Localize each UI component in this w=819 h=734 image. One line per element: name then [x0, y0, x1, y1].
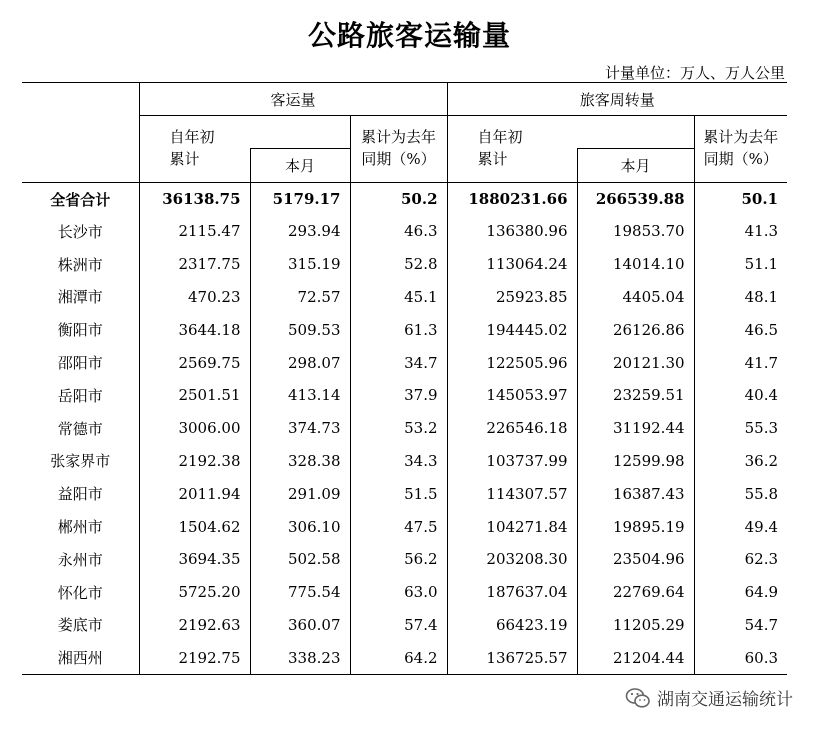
- cell-pt-yoy: 49.4: [694, 510, 787, 543]
- table-row: [22, 379, 787, 412]
- header-pv-spacer: [250, 116, 350, 149]
- city-name: 株洲市: [57, 255, 103, 274]
- wechat-icon: [625, 687, 651, 709]
- table-row: [22, 412, 787, 445]
- transport-table: [22, 82, 787, 675]
- header-passenger-turnover: 旅客周转量: [447, 83, 787, 116]
- cell-pt-ytd: 103737.99: [447, 445, 577, 478]
- cell-pv-yoy: 56.2: [350, 543, 447, 576]
- cell-pt-yoy: 40.4: [694, 379, 787, 412]
- cell-pv-month: 298.07: [250, 346, 350, 379]
- cell-pt-ytd: 136725.57: [447, 641, 577, 674]
- table-row: [22, 477, 787, 510]
- table-row: [22, 641, 787, 674]
- total-pv-ytd: 36138.75: [139, 183, 250, 216]
- cell-pv-yoy: 51.5: [350, 477, 447, 510]
- cell-pt-month: 23504.96: [577, 543, 694, 576]
- cell-pt-ytd: 113064.24: [447, 248, 577, 281]
- cell-pv-yoy: 52.8: [350, 248, 447, 281]
- cell-pt-ytd: 187637.04: [447, 576, 577, 609]
- city-name: 衡阳市: [57, 321, 103, 340]
- cell-pt-month: 23259.51: [577, 379, 694, 412]
- cell-pt-month: 14014.10: [577, 248, 694, 281]
- cell-pv-ytd: 3694.35: [139, 543, 250, 576]
- table-row: [22, 510, 787, 543]
- table-row: [22, 215, 787, 248]
- header-pt-month: 本月: [577, 149, 694, 183]
- cell-pv-ytd: 2192.75: [139, 641, 250, 674]
- cell-pt-month: 4405.04: [577, 281, 694, 314]
- header-pt-ytd-line2: 累计: [477, 150, 508, 168]
- cell-pt-ytd: 25923.85: [447, 281, 577, 314]
- table-row: [22, 248, 787, 281]
- city-name: 永州市: [57, 550, 103, 569]
- cell-pv-ytd: 2115.47: [139, 215, 250, 248]
- header-pt-ytd: [447, 116, 577, 183]
- cell-pv-month: 306.10: [250, 510, 350, 543]
- cell-pv-ytd: 2011.94: [139, 477, 250, 510]
- cell-pv-ytd: 1504.62: [139, 510, 250, 543]
- cell-pt-ytd: 66423.19: [447, 609, 577, 642]
- total-name: 全省合计: [50, 190, 111, 209]
- header-pt-ytd-line1: 自年初: [477, 128, 523, 146]
- city-name: 邵阳市: [57, 354, 103, 373]
- cell-pt-ytd: 194445.02: [447, 313, 577, 346]
- cell-pt-month: 22769.64: [577, 576, 694, 609]
- cell-pv-yoy: 46.3: [350, 215, 447, 248]
- cell-pt-month: 19853.70: [577, 215, 694, 248]
- header-pv-ytd: [139, 116, 250, 183]
- cell-pt-month: 11205.29: [577, 609, 694, 642]
- table-row: [22, 445, 787, 478]
- cell-pt-month: 20121.30: [577, 346, 694, 379]
- cell-pt-yoy: 48.1: [694, 281, 787, 314]
- city-name: 张家界市: [50, 452, 111, 471]
- cell-pt-ytd: 136380.96: [447, 215, 577, 248]
- cell-pt-month: 31192.44: [577, 412, 694, 445]
- cell-pt-yoy: 46.5: [694, 313, 787, 346]
- header-pt-yoy-line1: 累计为去年: [703, 128, 779, 146]
- cell-pv-ytd: 5725.20: [139, 576, 250, 609]
- cell-pv-yoy: 34.3: [350, 445, 447, 478]
- watermark: [625, 685, 793, 710]
- cell-pv-yoy: 63.0: [350, 576, 447, 609]
- total-pv-month: 5179.17: [250, 183, 350, 216]
- city-name: 岳阳市: [57, 386, 103, 405]
- header-pv-ytd-line2: 累计: [169, 150, 200, 168]
- header-pt-spacer: [577, 116, 694, 149]
- cell-pt-yoy: 64.9: [694, 576, 787, 609]
- header-pv-month: 本月: [250, 149, 350, 183]
- city-name: 湘西州: [57, 649, 103, 668]
- cell-pt-ytd: 122505.96: [447, 346, 577, 379]
- total-pt-month: 266539.88: [577, 183, 694, 216]
- cell-pv-yoy: 34.7: [350, 346, 447, 379]
- header-pv-yoy-line1: 累计为去年: [361, 128, 437, 146]
- cell-pv-month: 374.73: [250, 412, 350, 445]
- cell-pv-ytd: 2317.75: [139, 248, 250, 281]
- cell-pt-ytd: 226546.18: [447, 412, 577, 445]
- cell-pv-yoy: 47.5: [350, 510, 447, 543]
- city-name: 益阳市: [57, 485, 103, 504]
- table-row: [22, 609, 787, 642]
- header-pv-ytd-line1: 自年初: [169, 128, 215, 146]
- cell-pt-yoy: 36.2: [694, 445, 787, 478]
- cell-pv-ytd: 2192.63: [139, 609, 250, 642]
- cell-pv-month: 509.53: [250, 313, 350, 346]
- cell-pv-ytd: 2192.38: [139, 445, 250, 478]
- city-name: 怀化市: [57, 583, 103, 602]
- page-title: 公路旅客运输量: [307, 19, 511, 52]
- city-name: 郴州市: [57, 518, 103, 537]
- cell-pt-ytd: 104271.84: [447, 510, 577, 543]
- cell-pv-month: 72.57: [250, 281, 350, 314]
- city-name: 常德市: [57, 419, 103, 438]
- table-row: [22, 576, 787, 609]
- header-pt-yoy-line2: 同期（%）: [703, 150, 778, 168]
- table-row: [22, 313, 787, 346]
- cell-pt-ytd: 114307.57: [447, 477, 577, 510]
- cell-pv-month: 413.14: [250, 379, 350, 412]
- cell-pt-ytd: 145053.97: [447, 379, 577, 412]
- cell-pt-yoy: 55.3: [694, 412, 787, 445]
- cell-pt-month: 26126.86: [577, 313, 694, 346]
- header-pv-yoy: [350, 116, 447, 183]
- total-pt-yoy: 50.1: [694, 183, 787, 216]
- cell-pv-month: 315.19: [250, 248, 350, 281]
- cell-pv-ytd: 470.23: [139, 281, 250, 314]
- cell-pv-yoy: 57.4: [350, 609, 447, 642]
- city-name: 湘潭市: [57, 288, 103, 307]
- cell-pt-month: 16387.43: [577, 477, 694, 510]
- header-corner: [22, 83, 139, 183]
- cell-pt-yoy: 54.7: [694, 609, 787, 642]
- cell-pv-ytd: 2501.51: [139, 379, 250, 412]
- cell-pv-month: 502.58: [250, 543, 350, 576]
- cell-pt-yoy: 55.8: [694, 477, 787, 510]
- total-pt-ytd: 1880231.66: [447, 183, 577, 216]
- cell-pt-ytd: 203208.30: [447, 543, 577, 576]
- cell-pt-yoy: 41.3: [694, 215, 787, 248]
- header-pt-yoy: [694, 116, 787, 183]
- cell-pv-ytd: 2569.75: [139, 346, 250, 379]
- header-pv-yoy-line2: 同期（%）: [361, 150, 436, 168]
- watermark-text: 湖南交通运输统计: [657, 690, 793, 710]
- cell-pv-month: 338.23: [250, 641, 350, 674]
- cell-pv-month: 775.54: [250, 576, 350, 609]
- cell-pv-ytd: 3644.18: [139, 313, 250, 346]
- cell-pv-ytd: 3006.00: [139, 412, 250, 445]
- cell-pv-month: 360.07: [250, 609, 350, 642]
- unit-note: 计量单位：万人、万人公里: [604, 64, 785, 82]
- total-pv-yoy: 50.2: [350, 183, 447, 216]
- cell-pt-yoy: 51.1: [694, 248, 787, 281]
- cell-pt-yoy: 41.7: [694, 346, 787, 379]
- table-row: [22, 346, 787, 379]
- cell-pv-yoy: 53.2: [350, 412, 447, 445]
- header-passenger-volume: 客运量: [139, 83, 447, 116]
- cell-pv-month: 293.94: [250, 215, 350, 248]
- cell-pv-month: 328.38: [250, 445, 350, 478]
- cell-pt-yoy: 62.3: [694, 543, 787, 576]
- cell-pt-month: 12599.98: [577, 445, 694, 478]
- table-row: [22, 281, 787, 314]
- city-name: 长沙市: [57, 222, 103, 241]
- cell-pv-yoy: 37.9: [350, 379, 447, 412]
- cell-pv-month: 291.09: [250, 477, 350, 510]
- cell-pt-month: 21204.44: [577, 641, 694, 674]
- cell-pv-yoy: 64.2: [350, 641, 447, 674]
- table-row: [22, 543, 787, 576]
- cell-pv-yoy: 45.1: [350, 281, 447, 314]
- cell-pt-yoy: 60.3: [694, 641, 787, 674]
- cell-pv-yoy: 61.3: [350, 313, 447, 346]
- cell-pt-month: 19895.19: [577, 510, 694, 543]
- city-name: 娄底市: [57, 616, 103, 635]
